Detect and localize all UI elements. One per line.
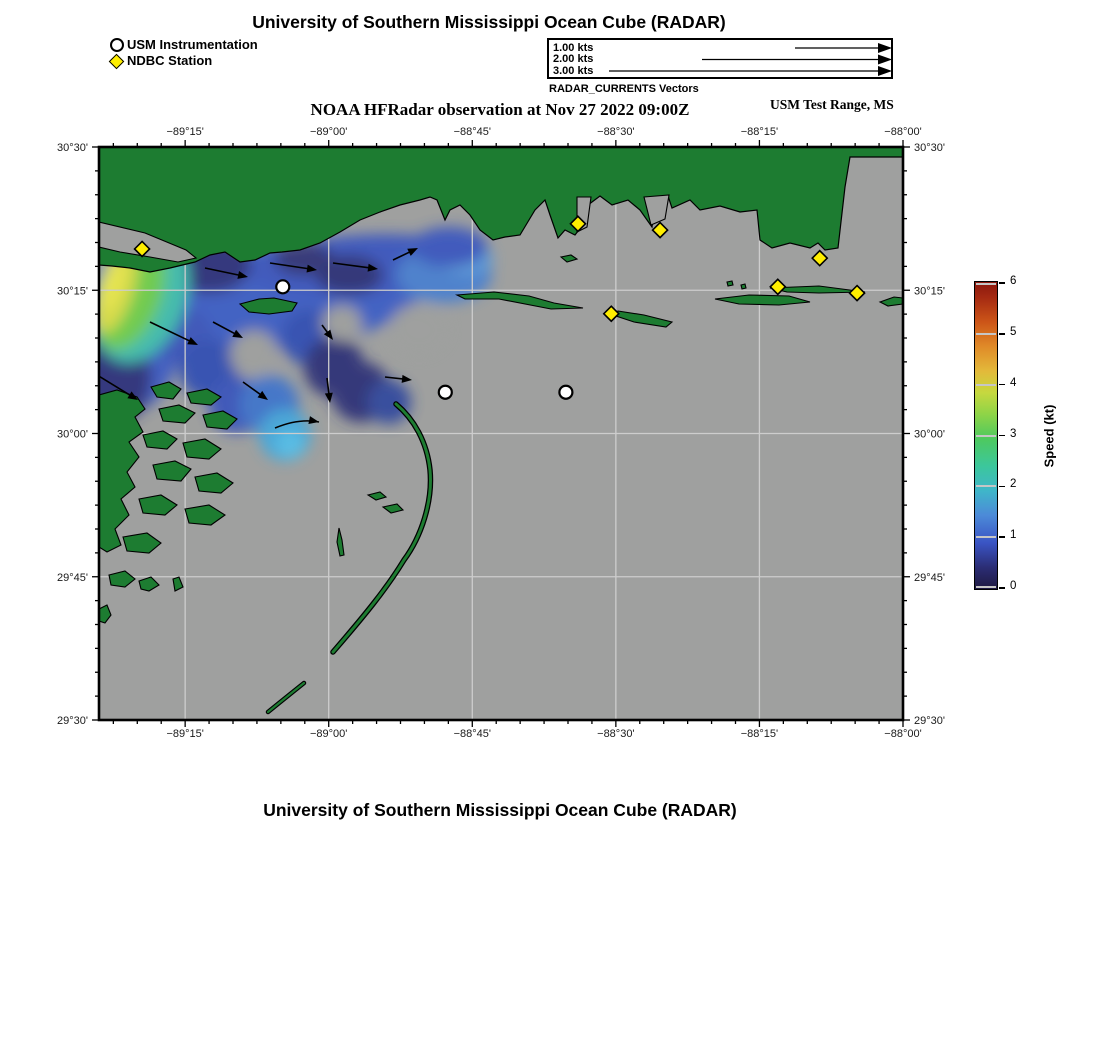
usm-instrumentation-circle-icon [110,38,124,52]
ndbc-station-diamond-icon [109,53,125,69]
svg-text:−89°15': −89°15' [166,126,204,138]
usm-instrumentation-marker [559,386,572,399]
figure-title-bottom: University of Southern Mississippi Ocean Cube (RADAR) [263,800,737,820]
svg-text:−89°15': −89°15' [166,728,204,740]
svg-text:−88°45': −88°45' [453,728,491,740]
colorbar-tick-value: 0 [1010,580,1017,592]
svg-text:29°45': 29°45' [57,571,88,584]
svg-text:29°45': 29°45' [914,571,945,584]
svg-text:−88°15': −88°15' [740,126,779,138]
svg-text:30°30': 30°30' [914,142,945,154]
svg-text:30°00': 30°00' [914,428,945,441]
legend-item-ndbc-station [110,53,212,68]
legend-label-usm: USM Instrumentation [127,37,258,52]
test-range-label: USM Test Range, MS [770,97,894,112]
colorbar-tick-value: 6 [1010,275,1017,287]
svg-text:−88°30': −88°30' [597,728,635,740]
svg-text:29°30': 29°30' [57,715,88,727]
legend-label-ndbc: NDBC Station [127,53,213,68]
vector-scale-row-label: 3.00 kts [553,64,594,77]
vector-scale-row-label: 1.00 kts [553,41,594,54]
svg-text:−88°15': −88°15' [740,728,779,740]
colorbar-tick-value: 2 [1010,478,1017,491]
colorbar-tick-value: 3 [1010,427,1017,440]
colorbar-axis-label: Speed (kt) [1041,404,1057,468]
svg-text:−89°00': −89°00' [310,126,348,138]
svg-text:30°00': 30°00' [57,428,88,441]
svg-text:30°30': 30°30' [57,142,88,154]
map-plot [49,117,953,749]
svg-text:30°15': 30°15' [914,285,945,298]
figure-title-top: University of Southern Mississippi Ocean Cube (RADAR) [252,12,726,32]
vector-scale-box [547,38,893,79]
colorbar-tick-value: 5 [1010,325,1017,338]
observation-subtitle: NOAA HFRadar observation at Nov 27 2022 09:00Z [310,100,690,119]
svg-text:−88°30': −88°30' [597,126,635,138]
svg-text:29°30': 29°30' [914,715,945,727]
svg-text:−88°00': −88°00' [884,126,922,138]
legend-item-usm-instrumentation [110,37,258,52]
svg-text:30°15': 30°15' [57,285,88,298]
colorbar-tick-value: 4 [1010,376,1017,389]
usm-instrumentation-marker [439,386,452,399]
svg-text:−89°00': −89°00' [310,728,348,740]
usm-instrumentation-marker [276,280,289,293]
vector-scale-caption: RADAR_CURRENTS Vectors [549,83,699,95]
svg-text:−88°45': −88°45' [453,126,491,138]
svg-text:−88°00': −88°00' [884,728,922,740]
vector-scale-row-label: 2.00 kts [553,53,594,65]
colorbar-tick-value: 1 [1010,529,1017,542]
